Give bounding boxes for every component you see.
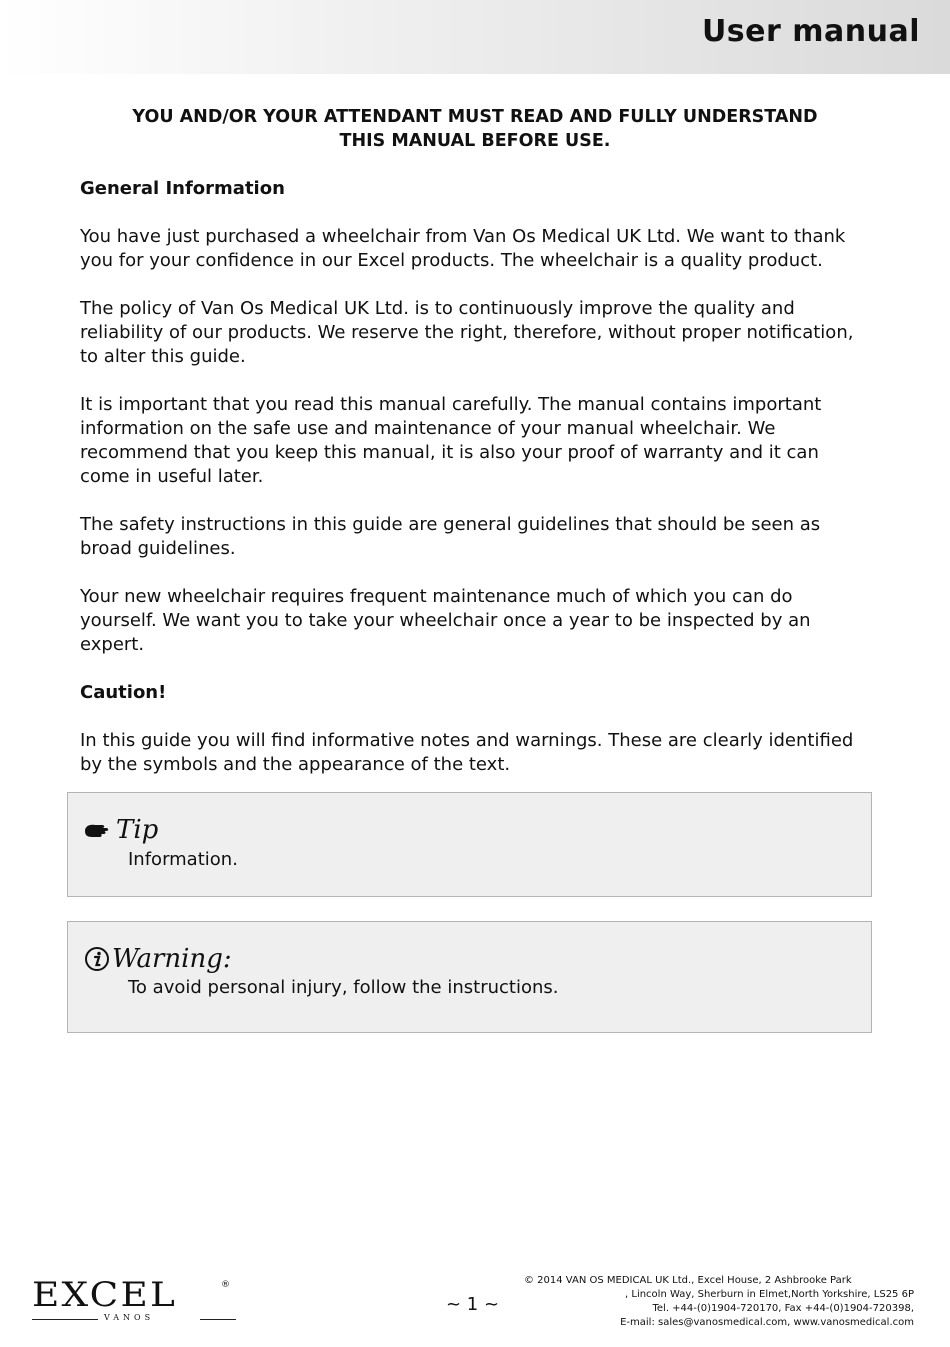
warning-heading (84, 944, 232, 974)
footer-line-email: E-mail: sales@vanosmedical.com, www.vanosmedical.com (620, 1317, 914, 1328)
footer-line-copyright: © 2014 VAN OS MEDICAL UK Ltd., Excel House, 2 Ashbrooke Park (524, 1275, 852, 1286)
info-circle-icon (84, 946, 110, 972)
header-band (0, 0, 950, 74)
logo-wordmark: EXCEL (32, 1275, 178, 1315)
notice-line-2: THIS MANUAL BEFORE USE. (339, 131, 611, 151)
paragraph-notes: In this guide you will find informative notes and warnings. These are clearly identified by the symbols and the appearance of the text. (80, 730, 854, 775)
paragraph-maintenance: Your new wheelchair requires frequent maintenance much of which you can do yourself. We want you to take your wheelchair once a year to be inspected by an expert. (80, 586, 811, 655)
page-number: ~ 1 ~ (446, 1294, 500, 1315)
warning-title: Warning: (112, 944, 232, 974)
excel-logo (32, 1275, 237, 1328)
caution-heading: Caution! (80, 682, 167, 703)
logo-rule-right (200, 1319, 236, 1320)
paragraph-importance: It is important that you read this manual carefully. The manual contains important information on the safe use and maintenance of your manual wheelchair. We recommend that you keep this manual, it is also your proof of warranty and it can come in useful later. (80, 394, 822, 487)
tip-hand-icon (84, 821, 110, 839)
notice-line-1: YOU AND/OR YOUR ATTENDANT MUST READ AND FULLY UNDERSTAND (132, 107, 818, 127)
logo-registered-mark: ® (221, 1280, 230, 1290)
logo-rule-left (32, 1319, 98, 1320)
main-content (80, 105, 870, 777)
warning-text: To avoid personal injury, follow the instructions. (128, 977, 559, 998)
company-contact (494, 1274, 914, 1330)
warning-box (67, 921, 872, 1033)
logo-subtext: VANOS (104, 1313, 155, 1322)
page-title: User manual (701, 14, 920, 49)
tip-heading (84, 815, 158, 845)
paragraph-safety: The safety instructions in this guide are general guidelines that should be seen as broad guidelines. (80, 514, 821, 559)
general-information-heading: General Information (80, 178, 285, 199)
footer-line-address: , Lincoln Way, Sherburn in Elmet,North Yorkshire, LS25 6P (625, 1289, 914, 1300)
read-notice (80, 105, 870, 153)
footer-line-phone: Tel. +44-(0)1904-720170, Fax +44-(0)1904-720398, (652, 1303, 914, 1314)
tip-title: Tip (116, 815, 159, 845)
paragraph-policy: The policy of Van Os Medical UK Ltd. is to continuously improve the quality and reliability of our products. We reserve the right, therefore, without proper notification, to alter this guide. (80, 298, 854, 367)
tip-text: Information. (128, 849, 238, 870)
paragraph-purchase: You have just purchased a wheelchair from Van Os Medical UK Ltd. We want to thank you for your confidence in our Excel products. The wheelchair is a quality product. (80, 226, 846, 271)
tip-box (67, 792, 872, 897)
